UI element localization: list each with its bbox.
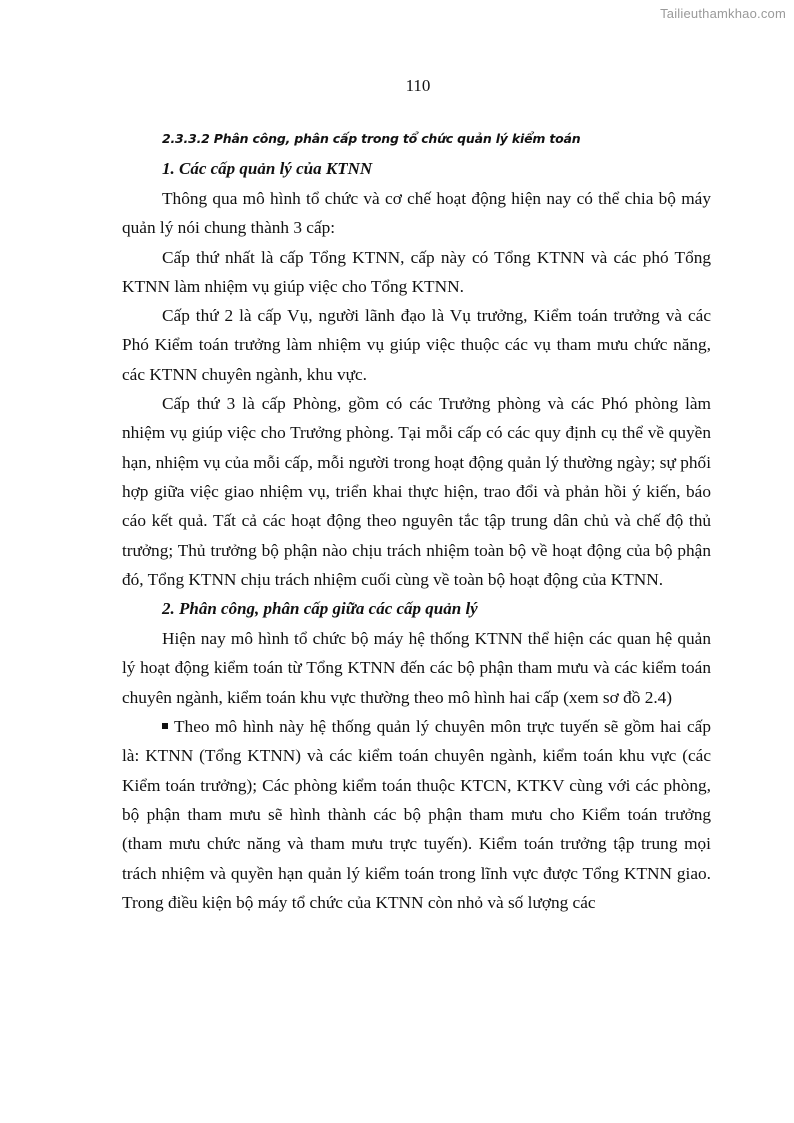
paragraph: Hiện nay mô hình tổ chức bộ máy hệ thống KTNN thể hiện các quan hệ quản lý hoạt động kiểm toán từ Tổng KTNN đến các bộ phận tham mưu và các kiểm toán chuyên ngành, kiểm toán khu vực thường theo mô hình hai cấp (xem sơ đồ 2.4) xyxy=(122,629,711,707)
watermark-text: Tailieuthamkhao.com xyxy=(660,6,786,21)
subsection-2-title: 2. Phân công, phân cấp giữa các cấp quản lý xyxy=(162,599,478,619)
bullet-paragraph-text: Theo mô hình này hệ thống quản lý chuyên môn trực tuyến sẽ gồm hai cấp là: KTNN (Tổng KTNN) và các kiểm toán chuyên ngành, kiểm toán khu vực (các Kiểm toán trưởng); Các phòng kiểm toán thuộc KTCN, KTKV cùng với các phòng, bộ phận tham mưu sẽ hình thành các bộ phận tham mưu cho Kiểm toán trưởng (tham mưu chức năng và tham mưu trực tuyến). Kiểm toán trưởng tập trung mọi trách nhiệm và quyền hạn quản lý kiểm toán trong lĩnh vực được Tổng KTNN giao. Trong điều kiện bộ máy tổ chức của KTNN còn nhỏ và số lượng các xyxy=(122,717,711,912)
subsection-1-title: 1. Các cấp quản lý của KTNN xyxy=(162,159,373,178)
document-body xyxy=(122,124,711,917)
paragraph: Thông qua mô hình tổ chức và cơ chế hoạt động hiện nay có thể chia bộ máy quản lý nói chung thành 3 cấp: xyxy=(122,189,711,238)
section-heading: 2.3.3.2 Phân công, phân cấp trong tổ chức quản lý kiểm toán xyxy=(162,131,581,146)
square-bullet-icon xyxy=(162,723,168,729)
paragraph: Cấp thứ 2 là cấp Vụ, người lãnh đạo là Vụ trưởng, Kiểm toán trưởng và các Phó Kiểm toán trưởng làm nhiệm vụ giúp việc thuộc các vụ tham mưu chức năng, các KTNN chuyên ngành, khu vực. xyxy=(122,306,711,384)
page-number: 110 xyxy=(405,76,431,95)
paragraph: Cấp thứ nhất là cấp Tổng KTNN, cấp này có Tổng KTNN và các phó Tổng KTNN làm nhiệm vụ giúp việc cho Tổng KTNN. xyxy=(122,247,711,296)
bullet-paragraph xyxy=(122,712,711,917)
paragraph: Cấp thứ 3 là cấp Phòng, gồm có các Trưởng phòng và các Phó phòng làm nhiệm vụ giúp việc cho Trưởng phòng. Tại mỗi cấp có các quy định cụ thể về quyền hạn, nhiệm vụ của mỗi cấp, mỗi người trong hoạt động quản lý thường ngày; sự phối hợp giữa việc giao nhiệm vụ, triển khai thực hiện, trao đổi và phản hồi ý kiến, báo cáo kết quả. Tất cả các hoạt động theo nguyên tắc tập trung dân chủ và chế độ thủ trưởng; Thủ trưởng bộ phận nào chịu trách nhiệm toàn bộ về hoạt động của bộ phận đó, Tổng KTNN chịu trách nhiệm cuối cùng về toàn bộ hoạt động của KTNN. xyxy=(122,394,711,589)
